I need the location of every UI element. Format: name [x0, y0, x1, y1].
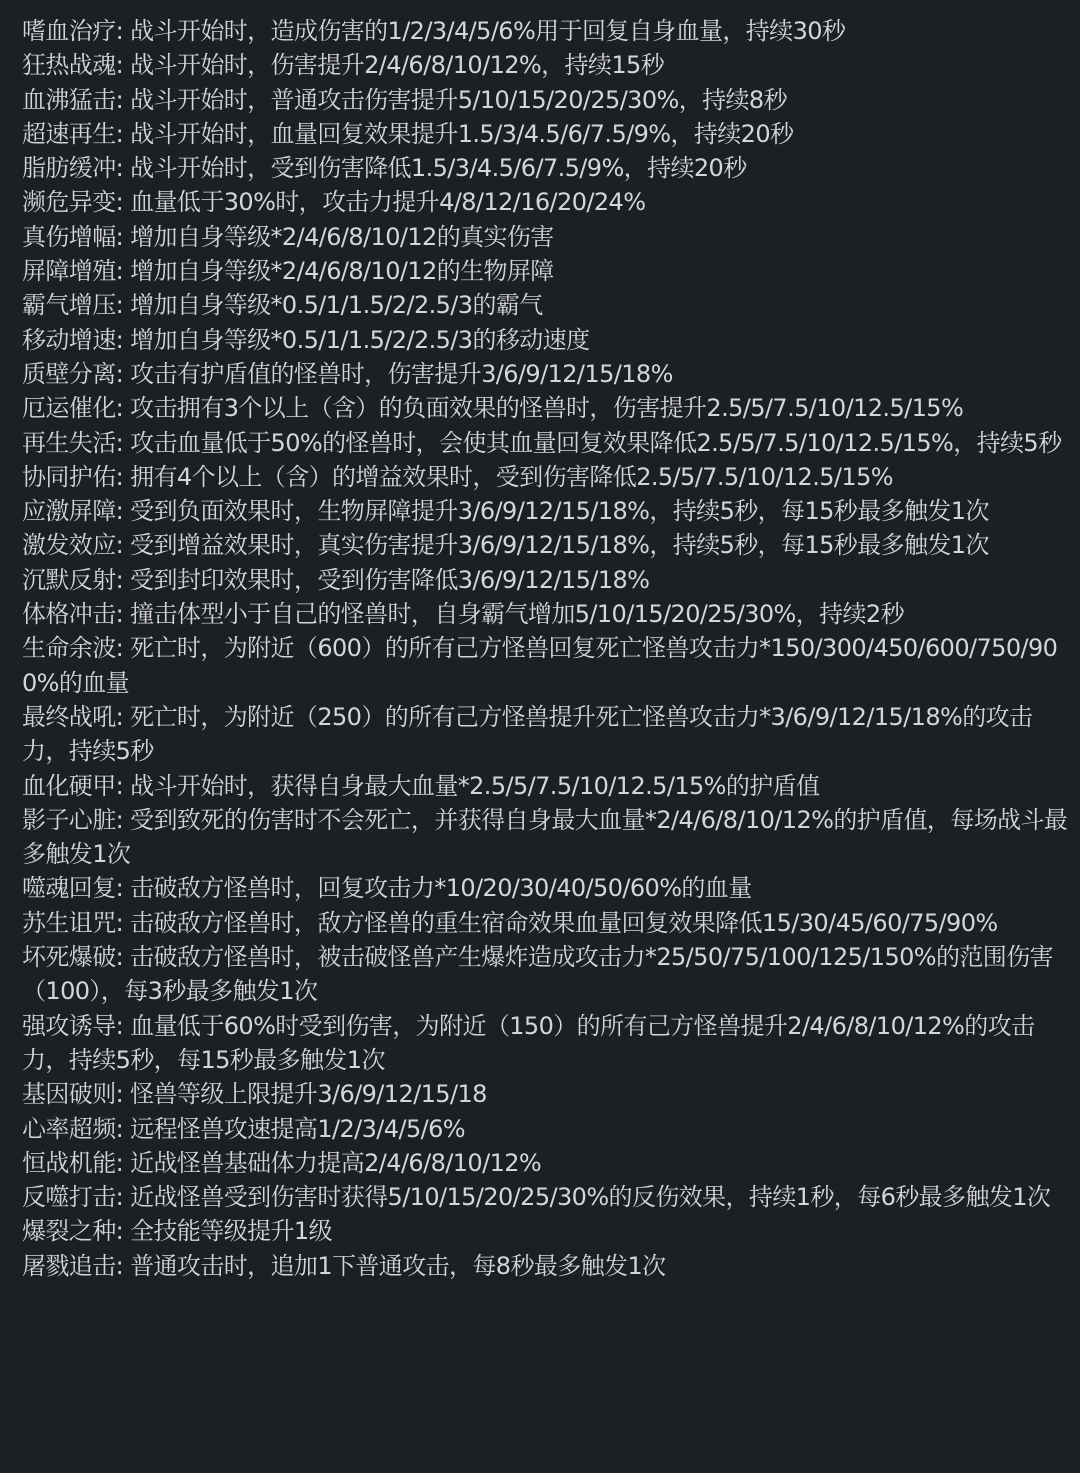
skill-description: 全技能等级提升1级 [130, 1217, 332, 1246]
separator: : [115, 428, 131, 457]
skill-name: 应激屏障 [22, 497, 116, 526]
separator: : [115, 634, 131, 663]
separator: : [115, 154, 131, 183]
list-item [22, 1077, 1074, 1111]
skill-name: 协同护佑 [22, 462, 116, 491]
list-item [22, 254, 1074, 288]
list-item [22, 769, 1074, 803]
separator: : [115, 394, 131, 423]
list-item [22, 151, 1074, 185]
separator: : [115, 702, 131, 731]
skill-name: 最终战吼 [22, 702, 116, 731]
skill-description: 血量低于60%时受到伤害，为附近（150）的所有己方怪兽提升2/4/6/8/10/12%的攻击力，持续5秒，每15秒最多触发1次 [22, 1011, 1035, 1074]
skill-name: 沉默反射 [22, 565, 116, 594]
skill-name: 移动增速 [22, 325, 116, 354]
separator: : [115, 771, 131, 800]
skill-name: 苏生诅咒 [22, 908, 116, 937]
separator: : [115, 874, 131, 903]
skill-description: 增加自身等级*2/4/6/8/10/12的真实伤害 [130, 222, 554, 251]
skill-description: 攻击血量低于50%的怪兽时，会使其血量回复效果降低2.5/5/7.5/10/12.5/15%，持续5秒 [130, 428, 1062, 457]
list-item [22, 14, 1074, 48]
skill-name: 体格冲击 [22, 600, 116, 629]
skill-description: 受到增益效果时，真实伤害提升3/6/9/12/15/18%，持续5秒，每15秒最多触发1次 [130, 531, 989, 560]
list-item [22, 1180, 1074, 1214]
list-item [22, 1249, 1074, 1283]
separator: : [115, 85, 131, 114]
separator: : [115, 1217, 131, 1246]
skill-name: 爆裂之种 [22, 1217, 116, 1246]
skill-name: 霸气增压 [22, 291, 116, 320]
skill-name: 真伤增幅 [22, 222, 116, 251]
separator: : [115, 531, 131, 560]
separator: : [115, 291, 131, 320]
skill-description: 击破敌方怪兽时，被击破怪兽产生爆炸造成攻击力*25/50/75/100/125/150%的范围伤害（100），每3秒最多触发1次 [22, 943, 1054, 1006]
list-item [22, 906, 1074, 940]
skill-description: 战斗开始时，造成伤害的1/2/3/4/5/6%用于回复自身血量，持续30秒 [130, 17, 846, 45]
skill-name: 血沸猛击 [22, 85, 116, 114]
separator: : [115, 1148, 131, 1177]
skill-name: 屠戮追击 [22, 1251, 116, 1280]
skill-description: 普通攻击时，追加1下普通攻击，每8秒最多触发1次 [130, 1251, 666, 1280]
skill-description: 受到封印效果时，受到伤害降低3/6/9/12/15/18% [130, 565, 650, 594]
skill-name: 反噬打击 [22, 1183, 116, 1212]
skill-description: 死亡时，为附近（600）的所有己方怪兽回复死亡怪兽攻击力*150/300/450/600/750/900%的血量 [22, 634, 1058, 697]
separator: : [115, 1183, 131, 1212]
skill-description: 远程怪兽攻速提高1/2/3/4/5/6% [130, 1114, 465, 1143]
separator: : [115, 359, 131, 388]
list-item [22, 528, 1074, 562]
list-item [22, 117, 1074, 151]
list-item [22, 700, 1074, 769]
skill-name: 狂热战魂 [22, 51, 116, 80]
separator: : [115, 600, 131, 629]
skill-name: 血化硬甲 [22, 771, 116, 800]
list-item [22, 803, 1074, 872]
skill-name: 质壁分离 [22, 359, 116, 388]
skill-description: 战斗开始时，受到伤害降低1.5/3/4.5/6/7.5/9%，持续20秒 [130, 154, 747, 183]
list-item [22, 1214, 1074, 1248]
separator: : [115, 805, 131, 834]
list-item [22, 1112, 1074, 1146]
skill-description: 受到负面效果时，生物屏障提升3/6/9/12/15/18%，持续5秒，每15秒最多触发1次 [130, 497, 989, 526]
list-item [22, 426, 1074, 460]
separator: : [115, 17, 131, 45]
list-item [22, 460, 1074, 494]
skill-name: 基因破则 [22, 1080, 116, 1109]
skill-description: 增加自身等级*0.5/1/1.5/2/2.5/3的移动速度 [130, 325, 590, 354]
separator: : [115, 1080, 131, 1109]
skill-description: 死亡时，为附近（250）的所有己方怪兽提升死亡怪兽攻击力*3/6/9/12/15/18%的攻击力，持续5秒 [22, 702, 1033, 766]
separator: : [115, 1251, 131, 1280]
skill-name: 濒危异变 [22, 188, 116, 217]
separator: : [115, 119, 131, 148]
skill-description: 战斗开始时，伤害提升2/4/6/8/10/12%，持续15秒 [130, 51, 665, 80]
separator: : [115, 51, 131, 80]
skill-name: 噬魂回复 [22, 874, 116, 903]
separator: : [115, 1114, 131, 1143]
skill-name: 强攻诱导 [22, 1011, 116, 1040]
skill-name: 厄运催化 [22, 394, 116, 423]
skill-name: 脂肪缓冲 [22, 154, 116, 183]
list-item [22, 288, 1074, 322]
list-item [22, 391, 1074, 425]
separator: : [115, 565, 131, 594]
list-item [22, 940, 1074, 1009]
skill-description: 增加自身等级*0.5/1/1.5/2/2.5/3的霸气 [130, 291, 543, 320]
list-item [22, 494, 1074, 528]
skill-name: 心率超频 [22, 1114, 116, 1143]
list-item [22, 1009, 1074, 1078]
skill-description: 击破敌方怪兽时，敌方怪兽的重生宿命效果血量回复效果降低15/30/45/60/75/90% [130, 908, 998, 937]
list-item [22, 563, 1074, 597]
skill-name: 嗜血治疗 [22, 17, 116, 45]
skill-description: 近战怪兽基础体力提高2/4/6/8/10/12% [130, 1148, 542, 1177]
list-item [22, 871, 1074, 905]
skill-description: 攻击有护盾值的怪兽时，伤害提升3/6/9/12/15/18% [130, 359, 673, 388]
list-item [22, 597, 1074, 631]
skill-description: 近战怪兽受到伤害时获得5/10/15/20/25/30%的反伤效果，持续1秒，每6秒最多触发1次 [130, 1183, 1051, 1212]
list-item [22, 185, 1074, 219]
list-item [22, 1146, 1074, 1180]
separator: : [115, 257, 131, 286]
list-item [22, 83, 1074, 117]
skill-description: 受到致死的伤害时不会死亡，并获得自身最大血量*2/4/6/8/10/12%的护盾值，每场战斗最多触发1次 [22, 805, 1068, 869]
skill-description: 战斗开始时，血量回复效果提升1.5/3/4.5/6/7.5/9%，持续20秒 [130, 119, 794, 148]
separator: : [115, 188, 131, 217]
list-item [22, 631, 1074, 700]
skill-description: 战斗开始时，获得自身最大血量*2.5/5/7.5/10/12.5/15%的护盾值 [130, 771, 820, 800]
skill-name: 屏障增殖 [22, 257, 116, 286]
separator: : [115, 908, 131, 937]
skill-description: 增加自身等级*2/4/6/8/10/12的生物屏障 [130, 257, 554, 286]
separator: : [115, 943, 131, 972]
skill-description: 血量低于30%时，攻击力提升4/8/12/16/20/24% [130, 188, 646, 217]
skill-name: 恒战机能 [22, 1148, 116, 1177]
skill-description: 战斗开始时，普通攻击伤害提升5/10/15/20/25/30%，持续8秒 [130, 85, 787, 114]
separator: : [115, 1011, 131, 1040]
skill-name: 影子心脏 [22, 805, 116, 834]
separator: : [115, 222, 131, 251]
skill-name: 生命余波 [22, 634, 116, 663]
list-item [22, 357, 1074, 391]
skill-description: 攻击拥有3个以上（含）的负面效果的怪兽时，伤害提升2.5/5/7.5/10/12.5/15% [130, 394, 964, 423]
separator: : [115, 325, 131, 354]
list-item [22, 323, 1074, 357]
list-item [22, 220, 1074, 254]
skill-name: 再生失活 [22, 428, 116, 457]
skill-name: 超速再生 [22, 119, 116, 148]
skill-name: 坏死爆破 [22, 943, 116, 972]
list-item [22, 48, 1074, 82]
skill-description: 拥有4个以上（含）的增益效果时，受到伤害降低2.5/5/7.5/10/12.5/15% [130, 462, 893, 491]
skill-description: 怪兽等级上限提升3/6/9/12/15/18 [130, 1080, 487, 1109]
skill-name: 激发效应 [22, 531, 116, 560]
separator: : [115, 462, 131, 491]
skill-description: 击破敌方怪兽时，回复攻击力*10/20/30/40/50/60%的血量 [130, 874, 752, 903]
skill-description: 撞击体型小于自己的怪兽时，自身霸气增加5/10/15/20/25/30%，持续2秒 [130, 600, 904, 629]
separator: : [115, 497, 131, 526]
